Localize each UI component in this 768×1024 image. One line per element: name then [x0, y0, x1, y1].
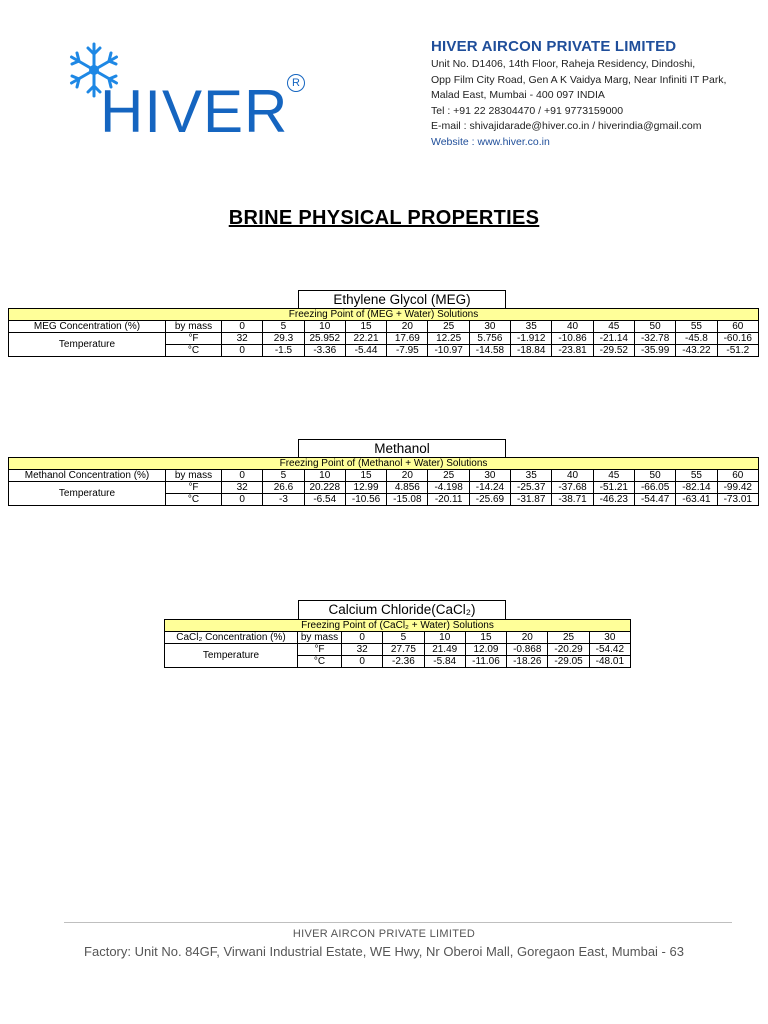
- table-cell: 45: [593, 321, 634, 333]
- unit-fahrenheit: °F: [166, 482, 222, 494]
- table-cell: 25: [548, 632, 589, 644]
- table-cell: 20: [507, 632, 548, 644]
- table-cell: 5: [263, 321, 304, 333]
- table-cell: -37.68: [552, 482, 593, 494]
- unit-celsius: °C: [166, 494, 222, 506]
- footer-divider: [64, 922, 732, 923]
- table-cell: -32.78: [634, 333, 675, 345]
- table-cell: 35: [511, 470, 552, 482]
- table-cell: 20: [387, 470, 428, 482]
- table-cell: 26.6: [263, 482, 304, 494]
- table-cell: -18.84: [511, 345, 552, 357]
- unit-label: by mass: [298, 632, 342, 644]
- table-cell: 0: [222, 321, 263, 333]
- address-line: Malad East, Mumbai - 400 097 INDIA: [431, 89, 605, 101]
- table-cell: -10.86: [552, 333, 593, 345]
- temperature-label: Temperature: [9, 482, 166, 506]
- table-cell: 20: [387, 321, 428, 333]
- table-cell: 5: [383, 632, 424, 644]
- table-cell: 50: [634, 321, 675, 333]
- company-logo: [62, 40, 312, 145]
- table-cell: 55: [676, 321, 717, 333]
- table-cell: -15.08: [387, 494, 428, 506]
- table-cell: -35.99: [634, 345, 675, 357]
- table-cell: -82.14: [676, 482, 717, 494]
- table-cell: -25.37: [511, 482, 552, 494]
- table-cell: 20.228: [304, 482, 345, 494]
- table-cell: -54.42: [589, 644, 630, 656]
- meg-table-title: Ethylene Glycol (MEG): [298, 290, 506, 310]
- table-cell: 0: [222, 345, 263, 357]
- methanol-table-title: Methanol: [298, 439, 506, 459]
- unit-celsius: °C: [298, 656, 342, 668]
- table-caption: Freezing Point of (Methanol + Water) Solutions: [9, 458, 759, 470]
- table-cell: -21.14: [593, 333, 634, 345]
- unit-label: by mass: [166, 470, 222, 482]
- table-cell: -3.36: [304, 345, 345, 357]
- table-cell: -1.912: [511, 333, 552, 345]
- table-cell: -1.5: [263, 345, 304, 357]
- table-cell: 12.25: [428, 333, 469, 345]
- table-cell: 4.856: [387, 482, 428, 494]
- page-title-text: BRINE PHYSICAL PROPERTIES: [228, 207, 540, 229]
- registered-mark: R: [287, 74, 305, 92]
- table-cell: -2.36: [383, 656, 424, 668]
- table-cell: 21.49: [424, 644, 465, 656]
- table-caption: Freezing Point of (CaCl₂ + Water) Solutions: [165, 620, 631, 632]
- cacl2-table-title: Calcium Chloride(CaCl₂): [298, 600, 506, 620]
- table-cell: 0: [222, 470, 263, 482]
- table-cell: 0: [342, 632, 383, 644]
- website-line: Website : www.hiver.co.in: [431, 135, 550, 148]
- table-cell: 50: [634, 470, 675, 482]
- table-cell: 12.99: [345, 482, 386, 494]
- table-cell: -48.01: [589, 656, 630, 668]
- page-title: [0, 207, 768, 230]
- table-row: [9, 321, 759, 333]
- table-cell: -10.97: [428, 345, 469, 357]
- table-cell: -18.26: [507, 656, 548, 668]
- table-cell: 29.3: [263, 333, 304, 345]
- table-cell: -10.56: [345, 494, 386, 506]
- table-cell: -54.47: [634, 494, 675, 506]
- table-cell: -20.11: [428, 494, 469, 506]
- table-cell: -60.16: [717, 333, 758, 345]
- table-cell: 25: [428, 470, 469, 482]
- address-line: Unit No. D1406, 14th Floor, Raheja Residency, Dindoshi,: [431, 58, 696, 70]
- table-cell: -29.05: [548, 656, 589, 668]
- table-cell: 10: [424, 632, 465, 644]
- table-cell: -43.22: [676, 345, 717, 357]
- table-cell: -3: [263, 494, 304, 506]
- temperature-label: Temperature: [165, 644, 298, 668]
- table-cell: -31.87: [511, 494, 552, 506]
- table-cell: 0: [342, 656, 383, 668]
- table-cell: 40: [552, 321, 593, 333]
- table-cell: 60: [717, 470, 758, 482]
- table-cell: -6.54: [304, 494, 345, 506]
- table-cell: -29.52: [593, 345, 634, 357]
- table-cell: 10: [304, 470, 345, 482]
- company-name: HIVER AIRCON PRIVATE LIMITED: [431, 38, 677, 55]
- table-cell: -0.868: [507, 644, 548, 656]
- table-cell: 55: [676, 470, 717, 482]
- table-row: [165, 644, 631, 656]
- table-cell: -4.198: [428, 482, 469, 494]
- table-cell: 60: [717, 321, 758, 333]
- table-cell: -20.29: [548, 644, 589, 656]
- table-cell: 40: [552, 470, 593, 482]
- table-row: [9, 482, 759, 494]
- methanol-table: [8, 457, 759, 506]
- unit-fahrenheit: °F: [166, 333, 222, 345]
- table-cell: 32: [222, 482, 263, 494]
- table-cell: 45: [593, 470, 634, 482]
- table-cell: -73.01: [717, 494, 758, 506]
- table-cell: 15: [465, 632, 506, 644]
- table-cell: 10: [304, 321, 345, 333]
- table-cell: 15: [345, 321, 386, 333]
- table-caption: Freezing Point of (MEG + Water) Solutions: [9, 309, 759, 321]
- table-cell: 35: [511, 321, 552, 333]
- table-cell: 15: [345, 470, 386, 482]
- table-cell: -14.58: [469, 345, 510, 357]
- table-cell: -38.71: [552, 494, 593, 506]
- table-cell: -51.21: [593, 482, 634, 494]
- table-cell: 32: [222, 333, 263, 345]
- table-cell: 0: [222, 494, 263, 506]
- table-cell: -23.81: [552, 345, 593, 357]
- table-cell: 12.09: [465, 644, 506, 656]
- table-cell: 30: [469, 321, 510, 333]
- temperature-label: Temperature: [9, 333, 166, 357]
- concentration-label: CaCl₂ Concentration (%): [165, 632, 298, 644]
- table-cell: -25.69: [469, 494, 510, 506]
- concentration-label: MEG Concentration (%): [9, 321, 166, 333]
- footer-company: HIVER AIRCON PRIVATE LIMITED: [292, 928, 476, 940]
- logo-wordmark: HIVER: [100, 78, 289, 145]
- table-row: [165, 632, 631, 644]
- company-details: [431, 38, 751, 150]
- cacl2-table: [164, 619, 631, 668]
- unit-fahrenheit: °F: [298, 644, 342, 656]
- table-cell: -7.95: [387, 345, 428, 357]
- table-cell: -11.06: [465, 656, 506, 668]
- table-row: [9, 470, 759, 482]
- table-cell: 30: [589, 632, 630, 644]
- table-cell: 25.952: [304, 333, 345, 345]
- table-row: [9, 333, 759, 345]
- table-cell: 22.21: [345, 333, 386, 345]
- email-line: E-mail : shivajidarade@hiver.co.in / hiverindia@gmail.com: [431, 120, 702, 132]
- table-cell: -5.84: [424, 656, 465, 668]
- table-cell: 5: [263, 470, 304, 482]
- concentration-label: Methanol Concentration (%): [9, 470, 166, 482]
- table-cell: -45.8: [676, 333, 717, 345]
- meg-table: [8, 308, 759, 357]
- table-cell: 32: [342, 644, 383, 656]
- table-cell: -99.42: [717, 482, 758, 494]
- table-cell: 30: [469, 470, 510, 482]
- telephone-line: Tel : +91 22 28304470 / +91 9773159000: [431, 104, 624, 117]
- table-cell: 25: [428, 321, 469, 333]
- unit-label: by mass: [166, 321, 222, 333]
- footer-address: Factory: Unit No. 84GF, Virwani Industrial Estate, WE Hwy, Nr Oberoi Mall, Goregaon East, Mumbai - 63: [84, 944, 684, 959]
- table-cell: 17.69: [387, 333, 428, 345]
- table-cell: 5.756: [469, 333, 510, 345]
- address-line: Opp Film City Road, Gen A K Vaidya Marg, Near Infiniti IT Park,: [431, 73, 727, 86]
- table-cell: -63.41: [676, 494, 717, 506]
- unit-celsius: °C: [166, 345, 222, 357]
- table-cell: -14.24: [469, 482, 510, 494]
- table-cell: 27.75: [383, 644, 424, 656]
- table-cell: -46.23: [593, 494, 634, 506]
- table-cell: -66.05: [634, 482, 675, 494]
- table-cell: -51.2: [717, 345, 758, 357]
- table-cell: -5.44: [345, 345, 386, 357]
